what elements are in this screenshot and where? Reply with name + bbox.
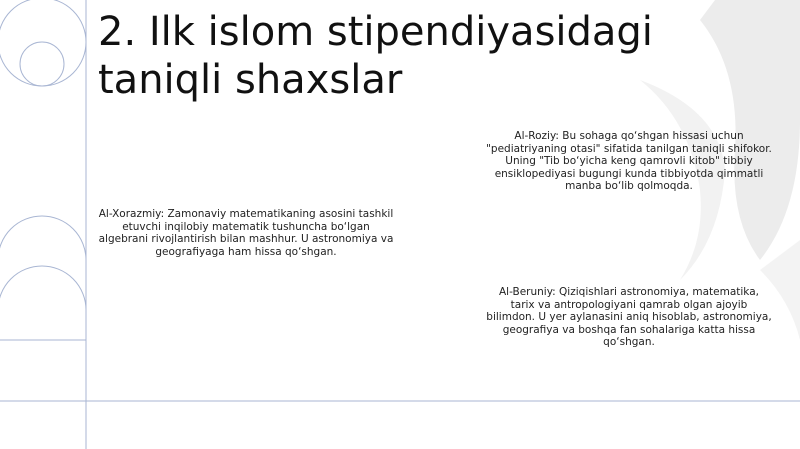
deco-arch-2 (0, 266, 86, 310)
deco-arch-1 (0, 216, 86, 260)
text-block-al-roziy: Al-Roziy: Bu sohaga qo‘shgan hissasi uchun "pediatriyaning otasi" sifatida tanilgan taniqli shifokor. Uning "Tib bo‘yicha keng qamrovli kitob" tibbiy ensiklopediyasi bugungi kunda tibbiyotda qimmatli manba bo‘lib qolmoqda. (486, 130, 772, 193)
text-block-al-xorazmiy: Al-Xorazmiy: Zamonaviy matematikaning asosini tashkil etuvchi inqilobiy matematik tushuncha bo‘lgan algebrani rivojlantirish bilan mashhur. U astronomiya va geografiyaga ham hissa qo‘shgan. (98, 208, 394, 258)
deco-circle-small (20, 42, 64, 86)
text-block-al-beruniy: Al-Beruniy: Qiziqishlari astronomiya, matematika, tarix va antropologiyani qamrab olgan ajoyib bilimdon. U yer aylanasini aniq hisoblab, astronomiya, geografiya va boshqa fan sohalariga katta hissa qo‘shgan. (486, 286, 772, 349)
slide-title: 2. Ilk islom stipendiyasidagi taniqli shaxslar (98, 9, 653, 103)
deco-circle-large (0, 0, 86, 86)
